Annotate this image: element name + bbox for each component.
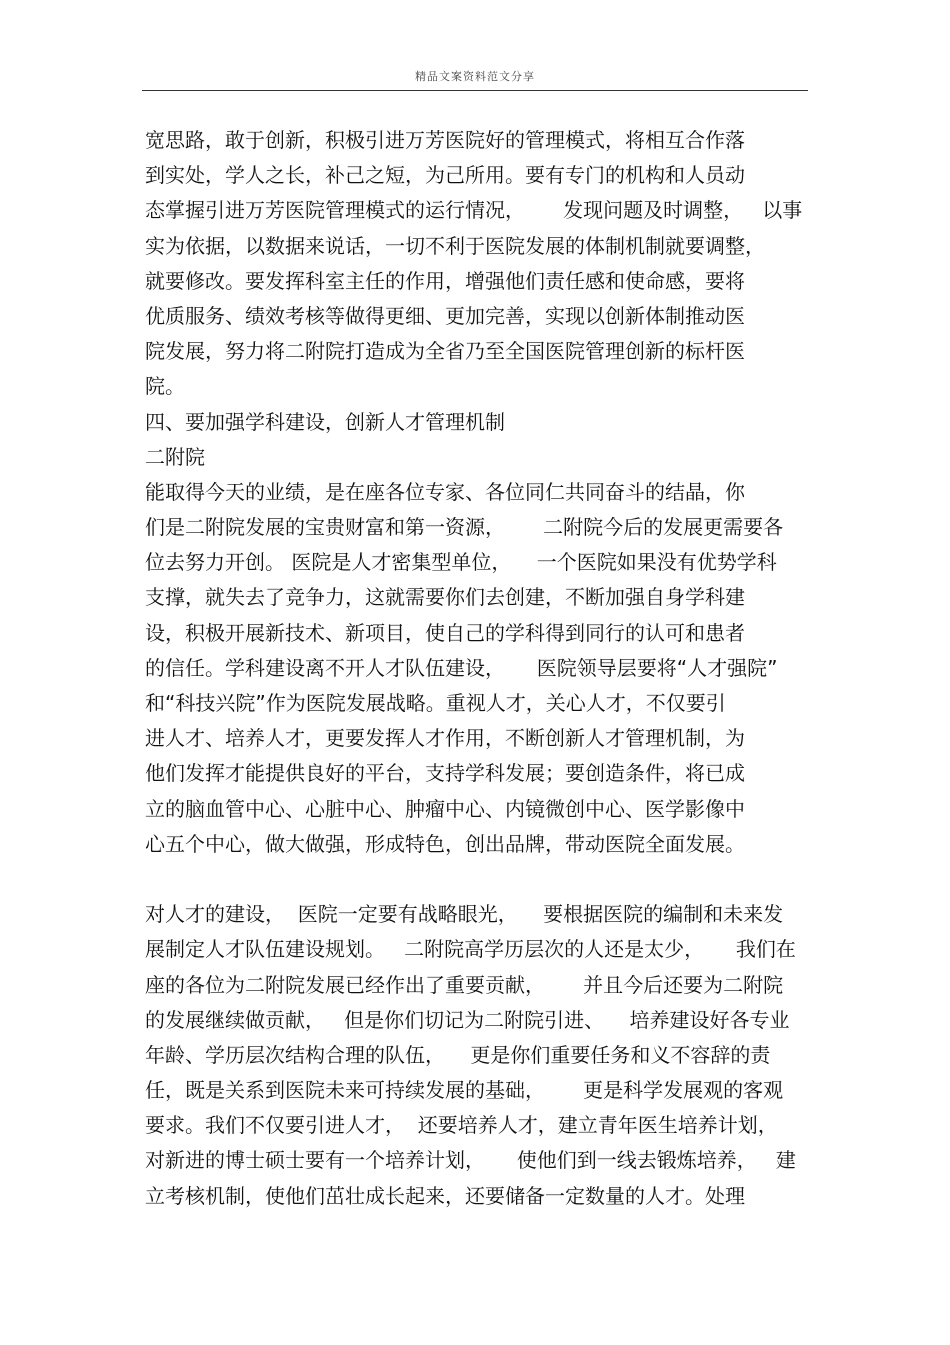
text-line: 进人才、培养人才，更要发挥人才作用，不断创新人才管理机制，为 xyxy=(145,726,745,751)
text-line: 实为依据，以数据来说话，一切不利于医院发展的体制机制就要调整， xyxy=(145,233,765,258)
text-line: 任，既是关系到医院未来可持续发展的基础， 更是科学发展观的客观 xyxy=(145,1078,784,1103)
text-line: 宽思路，敢于创新，积极引进万芳医院好的管理模式，将相互合作落 xyxy=(145,128,745,152)
text-line: 心五个中心，做大做强，形成特色，创出品牌，带动医院全面发展。 xyxy=(145,831,745,856)
text-line: 们是二附院发展的宝贵财富和第一资源， 二附院今后的发展更需要各 xyxy=(145,515,784,540)
text-line: 的信任。学科建设离不开人才队伍建设， 医院领导层要将“人才强院” xyxy=(145,655,778,680)
text-line: 要求。我们不仅要引进人才， 还要培养人才，建立青年医生培养计划， xyxy=(145,1113,778,1138)
paragraph-gap xyxy=(145,862,810,897)
text-line: 支撑，就失去了竞争力，这就需要你们去创建，不断加强自身学科建 xyxy=(145,585,745,610)
text-line: 态掌握引进万芳医院管理模式的运行情况， 发现问题及时调整， 以事 xyxy=(145,198,803,223)
text-line: 优质服务、绩效考核等做得更细、更加完善，实现以创新体制推动医 xyxy=(145,303,745,328)
text-line: 对新进的博士硕士要有一个培养计划， 使他们到一线去锻炼培养， 建 xyxy=(145,1148,796,1173)
text-line: 座的各位为二附院发展已经作出了重要贡献， 并且今后还要为二附院 xyxy=(145,972,784,997)
text-line: 院发展，努力将二附院打造成为全省乃至全国医院管理创新的标杆医 xyxy=(145,339,745,364)
text-line: 的发展继续做贡献， 但是你们切记为二附院引进、 培养建设好各专业 xyxy=(145,1007,790,1032)
text-line: 年龄、学历层次结构合理的队伍， 更是你们重要任务和义不容辞的责 xyxy=(145,1042,771,1067)
text-line: 能取得今天的业绩，是在座各位专家、各位同仁共同奋斗的结晶，你 xyxy=(145,479,745,504)
document-body xyxy=(145,123,810,1214)
header-title: 精品文案资料范文分享 xyxy=(415,70,535,83)
text-line: 和“科技兴院”作为医院发展战略。重视人才，关心人才，不仅要引 xyxy=(145,691,726,715)
text-line: 位去努力开创。 医院是人才密集型单位， 一个医院如果没有优势学科 xyxy=(145,550,777,575)
page-header xyxy=(142,62,808,91)
text-line: 院。 xyxy=(145,374,185,399)
text-line: 他们发挥才能提供良好的平台，支持学科发展；要创造条件，将已成 xyxy=(145,761,745,786)
text-line: 对人才的建设， 医院一定要有战略眼光， 要根据医院的编制和未来发 xyxy=(145,902,784,927)
text-line: 立的脑血管中心、心脏中心、肿瘤中心、内镜微创中心、医学影像中 xyxy=(145,796,745,821)
text-line: 设，积极开展新技术、新项目，使自己的学科得到同行的认可和患者 xyxy=(145,620,745,645)
section-heading: 四、要加强学科建设，创新人才管理机制 xyxy=(145,409,505,434)
text-line: 到实处，学人之长，补己之短，为己所用。要有专门的机构和人员动 xyxy=(145,163,745,188)
text-line: 就要修改。要发挥科室主任的作用，增强他们责任感和使命感，要将 xyxy=(145,268,745,293)
text-line: 二附院 xyxy=(145,444,205,469)
text-line: 立考核机制，使他们茁壮成长起来，还要储备一定数量的人才。处理 xyxy=(145,1183,745,1208)
text-line: 展制定人才队伍建设规划。 二附院高学历层次的人还是太少， 我们在 xyxy=(145,937,796,962)
